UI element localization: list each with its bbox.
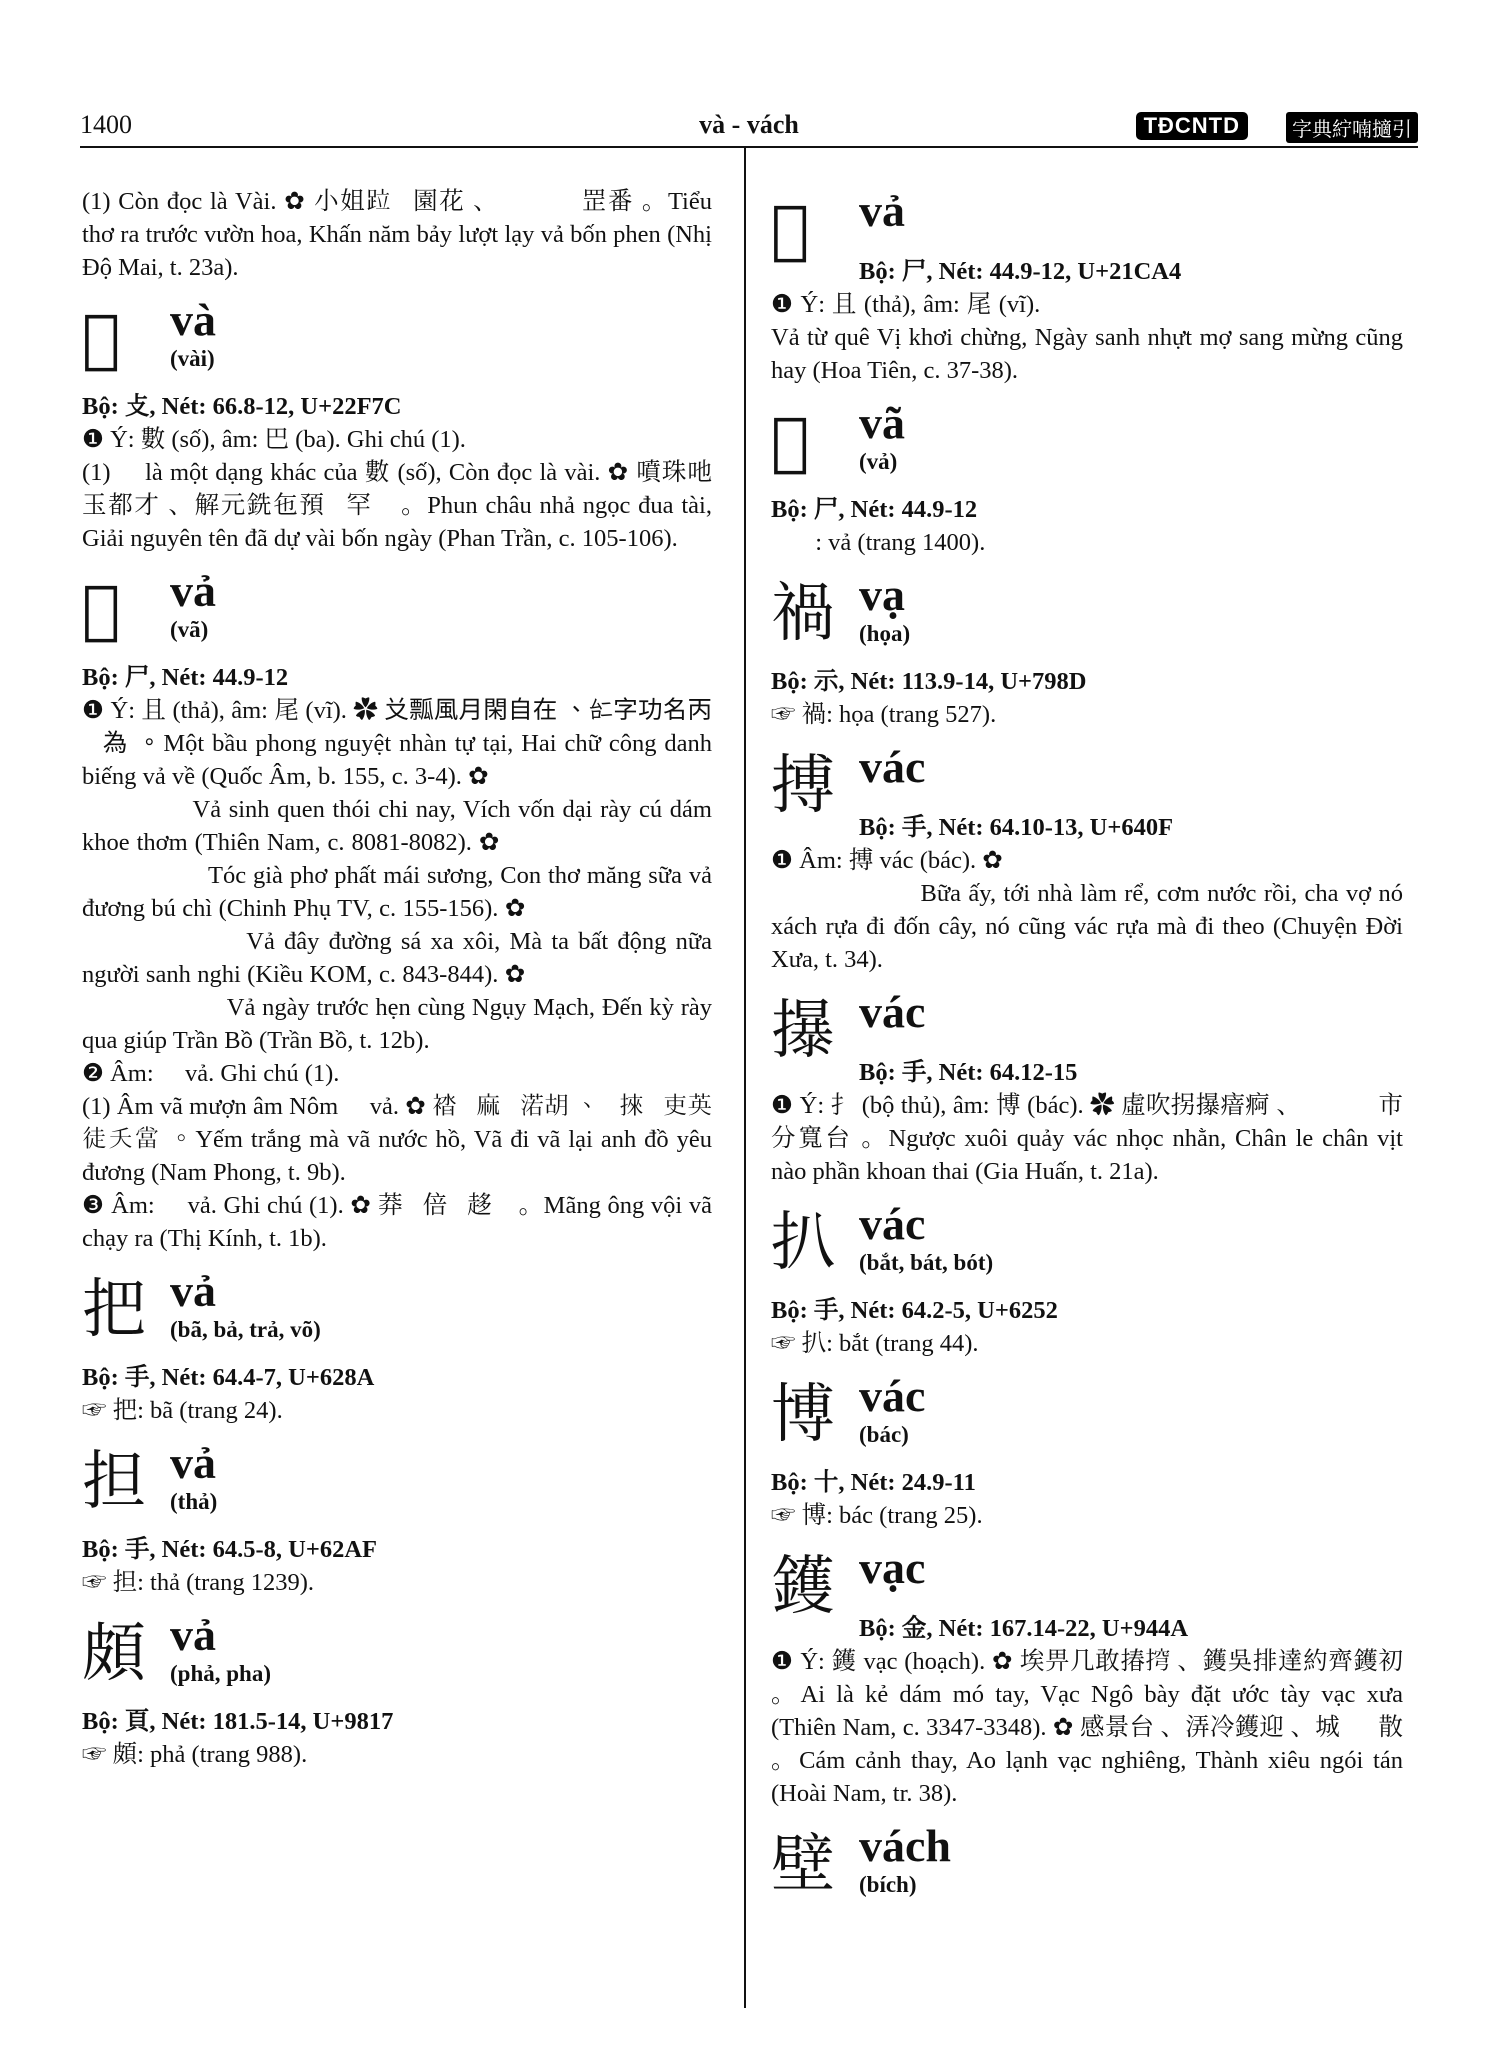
entry-va-va	[82, 565, 712, 1255]
headword: vả	[170, 565, 216, 616]
entry-va-pha	[82, 1609, 712, 1771]
note-1: (1) 𢽼 là một dạng khác của 數 (số), Còn đọc là vài. ✿ 噴珠吔玉都才 、解元銑㐌預𢽼罕𠃩 。Phun châu nhả ngọc đua tài, Giải nguyên tên đã dự vài bốn ngày (Phan Trần, c. 105-106).	[82, 459, 712, 552]
variant-readings: (bác)	[859, 1422, 909, 1447]
headword: vác	[859, 741, 926, 792]
entry-character: 把	[82, 1273, 146, 1347]
entry-character: 搏	[771, 749, 835, 823]
entry-meta: Bộ: 金, Nét: 167.14-22, U+944A	[859, 1615, 1189, 1642]
continued-text: (1) Còn đọc là Vài. ✿ 小姐𨀎𨇒園花 、𠸼𩛂𠀧𠬠罡番 。Tiểu thơ ra trước vườn hoa, Khấn năm bảy lượt lạy vả bốn phen (Nhị Độ Mai, t. 23a).	[82, 188, 712, 281]
entry-meta: Bộ: 手, Nét: 64.12-15	[859, 1059, 1078, 1086]
sense-3: ❸ Âm: 𡲤 vả. Ghi chú (1). ✿ 莽𡢐倍𡲤趍𨀈 。Mãng ông vội vã chạy ra (Thị Kính, t. 1b).	[82, 1192, 712, 1252]
page-number: 1400	[80, 110, 132, 139]
entry-meta: Bộ: 尸, Nét: 44.9-12	[82, 664, 289, 691]
entry-meta: Bộ: 示, Nét: 113.9-14, U+798D	[771, 668, 1087, 695]
variant-readings: (bích)	[859, 1872, 917, 1897]
cross-reference: ☞ 把: bã (trang 24).	[82, 1397, 283, 1424]
headword: vạ	[859, 569, 905, 620]
page-header	[80, 110, 1418, 148]
sense-1: ❶ Ý: 數 (số), âm: 巴 (ba). Ghi chú (1).	[82, 426, 466, 453]
sense-1: ❶ Ý: 且 (thả), âm: 尾 (vĩ). ✿ 𡲤徐圭渭澗澄 、𣋚生日𡢼𨔈㦖拱能 。Vả từ quê Vị khơi chừng, Ngày sanh nhựt mợ sang mừng cũng hay (Hoa Tiên, c. 37-38).	[771, 291, 1403, 384]
variant-readings: (bắt, bát, bót)	[859, 1250, 994, 1275]
headword: vả	[170, 1609, 216, 1660]
running-title: và - vách	[699, 110, 799, 139]
variant-readings: (bã, bả, trả, võ)	[170, 1317, 321, 1342]
headword: vả	[170, 1265, 216, 1316]
entry-vach	[771, 1820, 1403, 1916]
right-column	[771, 185, 1403, 1916]
entry-va-dot	[771, 569, 1403, 731]
sense-1: ❶ Ý: 且 (thả), âm: 尾 (vĩ). ✿ 𠬠瓢風月閑自在 、𠄩字功名丙𡲤為 。Một bầu phong nguyệt nhàn tự tại, Hai chữ công danh biếng vả về (Quốc Âm, b. 155, c. 3-4). ✿ 𡲤生涓態之尼 、𩄲卒𤴪𢯦駒敢誇𦾵 。Vả sinh quen thói chi nay, Vích vốn dại rày cú dám khoe thơm (Thiên Nam, c. 8081-8082). ✿ 𩯀𩯁披拂𡋂霜 、𡥵𤶐𠀲𣳔𡲤當哺𣅶 。Tóc già phơ phất mái sương, Con thơ măng sữa vả đương bú chì (Chinh Phụ TV, c. 155-156). ✿ 𡲤低塘舍賒吹 、麻些不動女𩠸生𦹵 。Vả đây đường sá xa xôi, Mà ta bất động nữa người sanh nghi (Kiều KOM, c. 843-844). ✿ 𡲤𣈜𨀎晛共魏麥 、𨇜期𢯦戈𠰘陳蒲 。Vả ngày trước hẹn cùng Ngụy Mạch, Đến kỳ rày qua giúp Trần Bồ (Trần Bồ, t. 12b).	[82, 697, 712, 1054]
entry-character: 担	[82, 1445, 146, 1519]
entry-meta: Bộ: 尸, Nét: 44.9-12, U+21CA4	[859, 258, 1182, 285]
cross-reference: ☞ 博: bác (trang 25).	[771, 1502, 983, 1529]
entry-character: 禍	[771, 577, 835, 651]
entry-va-vai	[82, 294, 712, 555]
entry-meta: Bộ: 手, Nét: 64.10-13, U+640F	[859, 814, 1174, 841]
cross-reference: ☞ 扒: bắt (trang 44).	[771, 1330, 979, 1357]
sense-1: ❶ Ý: 扌 (bộ thủ), âm: 博 (bác). ✿ 虛吹拐㩧瘖痾 、𨆢𧞣𨆢𩠸市分寬台 。Ngược xuôi quảy vác nhọc nhằn, Chân le chân vịt nào phần khoan thai (Gia Huấn, t. 21a).	[771, 1092, 1403, 1185]
entry-meta: Bộ: 頁, Nét: 181.5-14, U+9817	[82, 1708, 394, 1735]
sense-1: ❶ Ý: 鑊 vạc (hoạch). ✿ 埃畀几敢𢰦𢮍 、鑊吳排達約齊鑊初 。Ai là kẻ dám mó tay, Vạc Ngô bày đặt ước tày vạc xưa (Thiên Nam, c. 3347-3348). ✿ 感景台 、㳥冷鑊迎 、城𢽼𢽼散 。Cám cảnh thay, Ao lạnh vạc nghiêng, Thành xiêu ngói tán (Hoài Nam, tr. 38).	[771, 1648, 1403, 1807]
headword: vác	[859, 1370, 926, 1421]
entry-va-tha	[82, 1437, 712, 1599]
headword: vác	[859, 1198, 926, 1249]
cross-reference: ☞ 禍: họa (trang 527).	[771, 701, 997, 728]
entry-vac-944a	[771, 1542, 1403, 1810]
headword: và	[170, 294, 216, 345]
entry-meta: Bộ: 手, Nét: 64.4-7, U+628A	[82, 1364, 375, 1391]
headword: vả	[859, 185, 905, 236]
headword: vác	[859, 986, 926, 1037]
variant-readings: (vã)	[170, 617, 209, 642]
tdcntd-logo: TĐCNTD	[1136, 112, 1248, 140]
entry-character: 頗	[82, 1617, 146, 1691]
entry-va-ba	[82, 1265, 712, 1427]
entry-vac-6252	[771, 1198, 1403, 1360]
variant-readings: (phả, pha)	[170, 1661, 271, 1686]
entry-character: 𡲤	[771, 193, 810, 267]
entry-character: 鑊	[771, 1550, 835, 1624]
variant-readings: (họa)	[859, 621, 911, 646]
cross-reference: ☞ 頗: phả (trang 988).	[82, 1741, 308, 1768]
entry-character: 𡲤	[82, 573, 121, 647]
entry-vac-640f	[771, 741, 1403, 976]
headword: vả	[170, 1437, 216, 1488]
entry-meta: Bộ: 十, Nét: 24.9-11	[771, 1469, 976, 1496]
entry-character: 㩧	[771, 994, 835, 1068]
variant-readings: (vả)	[859, 449, 898, 474]
headword: vạc	[859, 1542, 926, 1593]
column-divider	[744, 148, 746, 2008]
entry-character: 博	[771, 1378, 835, 1452]
entry-character: 壁	[771, 1828, 835, 1902]
headword: vã	[859, 397, 905, 448]
entry-vac-bac	[771, 1370, 1403, 1532]
entry-meta: Bộ: 手, Nét: 64.5-8, U+62AF	[82, 1536, 377, 1563]
entry-meta: Bộ: 攴, Nét: 66.8-12, U+22F7C	[82, 393, 402, 420]
entry-character: 𢽼	[82, 302, 121, 376]
left-column	[82, 185, 712, 1771]
sense-1: ❶ Âm: 搏 vác (bác). ✿ 𩛖意細茹濫壻 、𩛂渃末㐌媄奴捹𨦭𢯦頓核 、奴拱搏𨦭麻𢯦𨀏 。Bữa ấy, tới nhà làm rể, cơm nước rồi, cha vợ nó xách rựa đi đốn cây, nó cũng vác rựa mà đi theo (Chuyện Đời Xưa, t. 34).	[771, 847, 1403, 973]
entry-va-21ca4	[771, 185, 1403, 387]
nom-logo: 字典紵喃擿引	[1286, 112, 1418, 143]
variant-readings: (vài)	[170, 346, 215, 371]
cross-reference: ☞ 𡲤: vả (trang 1400).	[771, 529, 986, 556]
sense-2: ❷ Âm: 𡲤 vả. Ghi chú (1).	[82, 1060, 340, 1087]
entry-character: 𡲤	[771, 405, 810, 479]
cross-reference: ☞ 担: thả (trang 1239).	[82, 1569, 315, 1596]
entry-character: 扒	[771, 1206, 835, 1280]
entry-vac-bo-thu	[771, 986, 1403, 1188]
entry-va-tilde	[771, 397, 1403, 559]
note-1: (1) Âm vã mượn âm Nôm 𡲤 vả. ✿ 𧛆𣘈麻𡲤渃胡 、𡲤𢯦𡲤吏英徒夭當 。Yếm trắng mà vã nước hồ, Vã đi vã lại anh đồ yêu đương (Nam Phong, t. 9b).	[82, 1093, 712, 1186]
entry-meta: Bộ: 尸, Nét: 44.9-12	[771, 496, 978, 523]
variant-readings: (thả)	[170, 1489, 218, 1514]
headword: vách	[859, 1820, 951, 1871]
entry-meta: Bộ: 手, Nét: 64.2-5, U+6252	[771, 1297, 1058, 1324]
